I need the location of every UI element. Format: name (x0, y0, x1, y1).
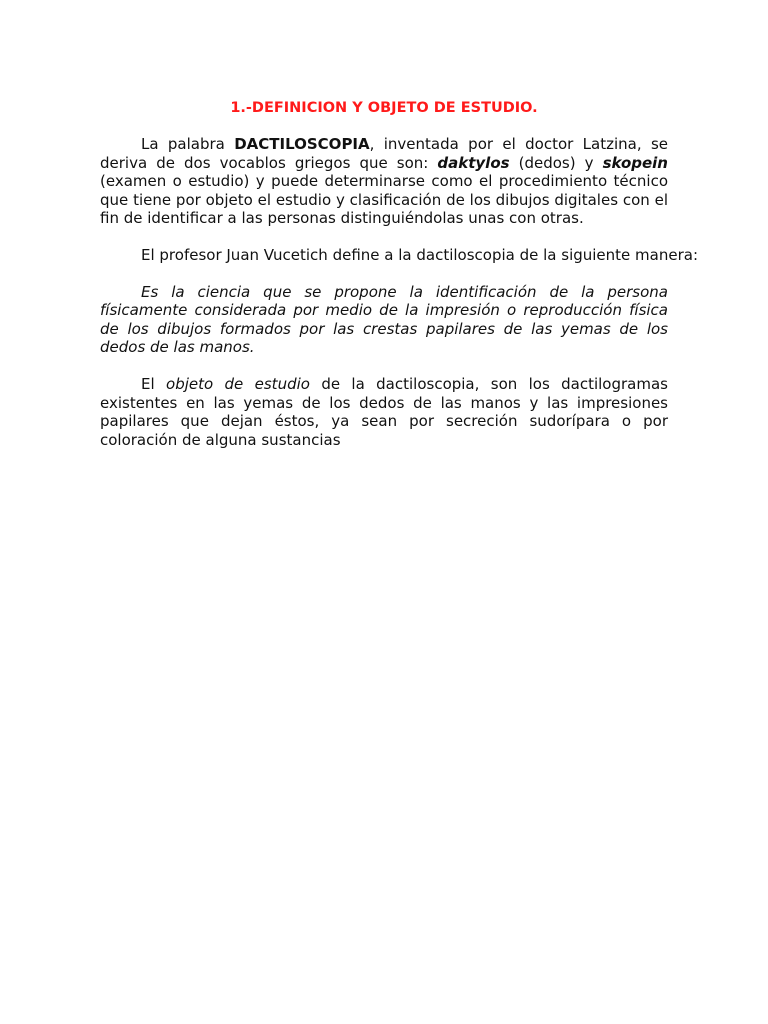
term-daktylos: daktylos (437, 153, 510, 172)
paragraph-object-text-a: El (141, 374, 167, 393)
section-title: 1.-DEFINICION Y OBJETO DE ESTUDIO. (230, 100, 538, 116)
paragraph-definition-text-a: La palabra (141, 135, 235, 153)
paragraph-quote: Es la ciencia que se propone la identificación de la persona físicamente considerada por medio de la impresión o reproducción física de los dibujos formados por las crestas papilares de las yemas de los dedos de las manos. (100, 282, 668, 357)
paragraph-definition-text-d: (examen o estudio) y puede determinarse como el procedimiento técnico que tiene por objeto el estudio y clasificación de los dibujos digitales con el fin de identificar a las personas distinguiéndolas unas con otras. (100, 172, 668, 228)
paragraph-vucetich: El profesor Juan Vucetich define a la dactiloscopia de la siguiente manera: (141, 245, 698, 264)
paragraph-object-text-b: de la dactiloscopia, son los dactilogramas existentes en las yemas de los dedos de las manos y las impresiones papilares que dejan éstos, ya sean por secreción sudorípara o por coloración de alguna sustancias (100, 374, 668, 449)
term-skopein: skopein (602, 153, 668, 172)
term-objeto-de-estudio: objeto de estudio (166, 374, 310, 393)
paragraph-definition-text-b: , inventada por el doctor Latzina, se deriva de dos vocablos griegos que son: (100, 135, 668, 172)
paragraph-definition (100, 135, 668, 228)
paragraph-object (100, 375, 668, 449)
paragraph-definition-text-c: (dedos) y (509, 153, 603, 172)
document-page (100, 98, 698, 467)
term-dactiloscopia: DACTILOSCOPIA (234, 135, 370, 153)
